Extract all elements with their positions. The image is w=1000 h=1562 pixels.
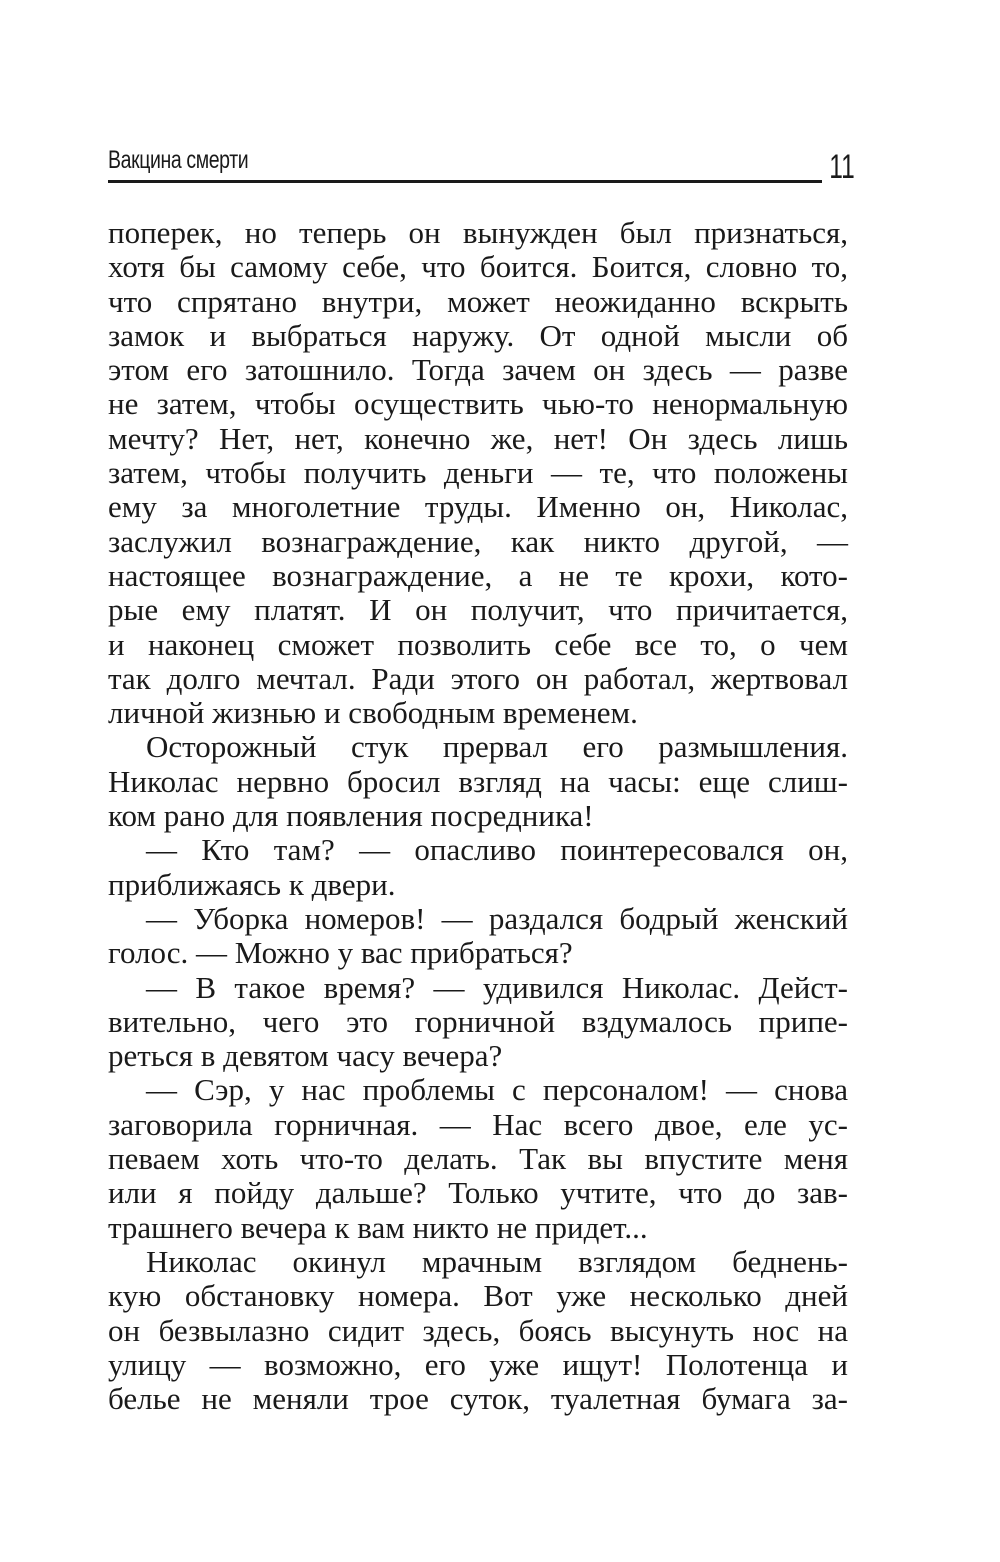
text-line: Николас окинул мрачным взглядом беднень- <box>146 1243 848 1279</box>
body-text <box>108 216 848 1416</box>
page-number: 11 <box>829 148 855 186</box>
text-line: этом его затошнило. Тогда зачем он здесь — разве <box>108 352 848 388</box>
text-line: он безвылазно сидит здесь, боясь высунуть нос на <box>108 1312 848 1348</box>
text-line: что спрятано внутри, может неожиданно вскрыть <box>108 283 848 319</box>
text-line: приближаясь к двери. <box>108 866 396 902</box>
text-line: улицу — возможно, его уже ищут! Полотенца и <box>108 1346 848 1382</box>
text-line: настоящее вознаграждение, а не те крохи, кото- <box>108 557 848 593</box>
text-line: кую обстановку номера. Вот уже несколько дней <box>108 1278 848 1314</box>
text-line: — В такое время? — удивился Николас. Дейст- <box>146 969 848 1005</box>
text-line: певаем хоть что-то делать. Так вы впустите меня <box>108 1141 848 1177</box>
text-line: хотя бы самому себе, что боится. Боится, словно то, <box>108 249 848 285</box>
text-line: Осторожный стук прервал его размышления. <box>146 729 848 765</box>
text-line: вительно, чего это горничной вздумалось припе- <box>108 1003 848 1039</box>
text-line: заслужил вознаграждение, как никто другой, — <box>108 523 848 559</box>
running-header <box>108 144 822 183</box>
text-line: Николас нервно бросил взгляд на часы: еще слиш- <box>108 763 848 799</box>
text-line: ему за многолетние труды. Именно он, Николас, <box>108 489 848 525</box>
text-line: затем, чтобы получить деньги — те, что положены <box>108 455 848 491</box>
text-line: и наконец сможет позволить себе все то, о чем <box>108 626 848 662</box>
text-line: трашнего вечера к вам никто не придет... <box>108 1209 648 1245</box>
text-line: — Уборка номеров! — раздался бодрый женский <box>146 900 848 936</box>
text-line: реться в девятом часу вечера? <box>108 1038 503 1074</box>
text-line: — Сэр, у нас проблемы с персоналом! — снова <box>146 1072 848 1108</box>
text-line: поперек, но теперь он вынужден был признаться, <box>108 215 848 250</box>
text-line: — Кто там? — опасливо поинтересовался он, <box>146 832 848 868</box>
text-line: мечту? Нет, нет, конечно же, нет! Он здесь лишь <box>108 420 848 456</box>
text-line: белье не меняли трое суток, туалетная бумага за- <box>108 1381 848 1417</box>
text-line: или я пойду дальше? Только учтите, что до зав- <box>108 1175 848 1211</box>
text-line: не затем, чтобы осуществить чью-то ненормальную <box>108 386 848 422</box>
text-line: замок и выбраться наружу. От одной мысли об <box>108 317 848 353</box>
running-title: Вакцина смерти <box>108 146 249 174</box>
text-line: так долго мечтал. Ради этого он работал, жертвовал <box>108 660 848 696</box>
text-line: личной жизнью и свободным временем. <box>108 695 638 731</box>
text-line: ком рано для появления посредника! <box>108 798 594 834</box>
text-line: рые ему платят. И он получит, что причитается, <box>108 592 848 628</box>
text-line: голос. — Можно у вас прибраться? <box>108 935 573 971</box>
text-line: заговорила горничная. — Нас всего двое, еле ус- <box>108 1106 848 1142</box>
